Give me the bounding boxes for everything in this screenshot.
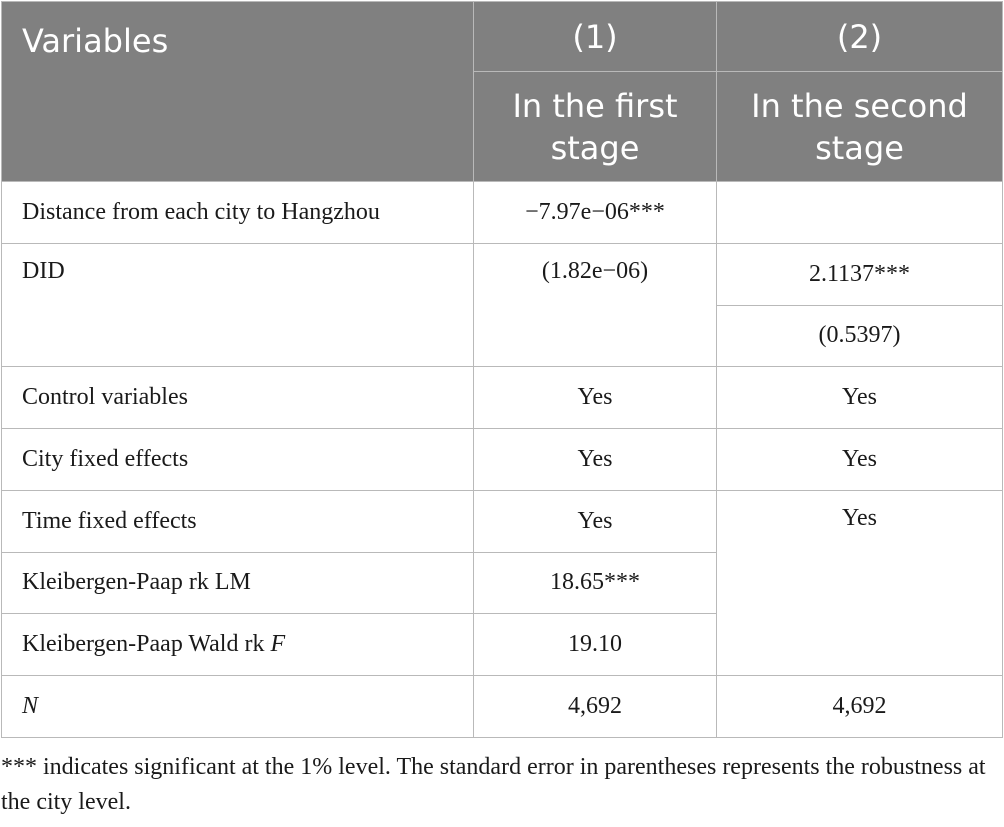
cell-n-col1: 4,692: [474, 676, 717, 738]
table-row: [2, 490, 1003, 552]
cell-control-col1: Yes: [474, 367, 717, 429]
row-label-did: DID: [2, 243, 474, 367]
table-body: [2, 182, 1003, 738]
regression-table: [1, 1, 1003, 738]
row-label-distance: Distance from each city to Hangzhou: [2, 182, 474, 244]
cell-distance-col1: −7.97e−06***: [474, 182, 717, 244]
header-col1-number: (1): [474, 2, 717, 72]
header-col2-number: (2): [717, 2, 1003, 72]
cell-time-fe-col2: Yes: [717, 490, 1003, 675]
kp-wald-label-text: Kleibergen-Paap Wald rk: [22, 631, 271, 658]
row-label-n: N: [2, 676, 474, 738]
cell-n-col2: 4,692: [717, 676, 1003, 738]
cell-did-col1: (1.82e−06): [474, 243, 717, 367]
row-label-city-fe: City fixed effects: [2, 429, 474, 491]
table-header: [2, 2, 1003, 182]
row-label-control: Control variables: [2, 367, 474, 429]
table-row: [2, 429, 1003, 491]
header-col2-stage: In the second stage: [717, 72, 1003, 182]
cell-kp-lm-col1: 18.65***: [474, 552, 717, 614]
header-variables: Variables: [2, 2, 474, 182]
table-row: [2, 182, 1003, 244]
table-row: [2, 243, 1003, 305]
cell-did-col2-se: (0.5397): [717, 305, 1003, 367]
table-row: [2, 367, 1003, 429]
cell-city-fe-col1: Yes: [474, 429, 717, 491]
cell-distance-col2: [717, 182, 1003, 244]
cell-kp-wald-col1: 19.10: [474, 614, 717, 676]
table-footnote: *** indicates significant at the 1% level. The standard error in parentheses represents the robustness at the city level.: [1, 754, 986, 815]
cell-city-fe-col2: Yes: [717, 429, 1003, 491]
row-label-kp-wald: [2, 614, 474, 676]
header-col1-stage: In the first stage: [474, 72, 717, 182]
cell-time-fe-col1: Yes: [474, 490, 717, 552]
table-row: [2, 676, 1003, 738]
kp-wald-label-f: F: [270, 631, 286, 658]
row-label-kp-lm: Kleibergen-Paap rk LM: [2, 552, 474, 614]
cell-did-col2: 2.1137***: [717, 243, 1003, 305]
cell-control-col2: Yes: [717, 367, 1003, 429]
row-label-time-fe: Time fixed effects: [2, 490, 474, 552]
